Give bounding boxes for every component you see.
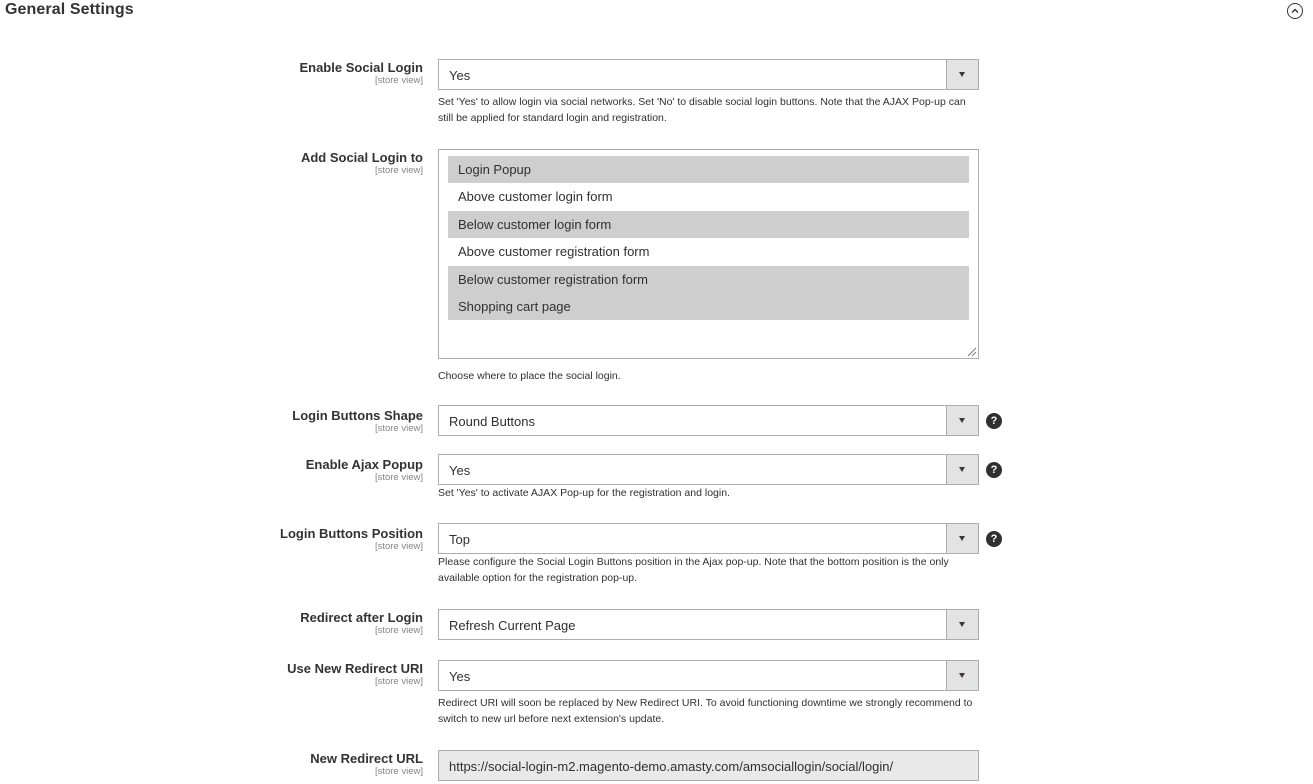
select-value: Round Buttons [449,414,536,429]
login-buttons-shape-scope: [store view] [374,423,423,434]
redirect-after-login-label: Redirect after Login [300,610,423,625]
enable-social-login-select[interactable] [438,59,979,90]
new-redirect-url-input[interactable] [438,750,979,781]
login-buttons-position-scope: [store view] [374,541,423,552]
enable-social-login-label: Enable Social Login [299,60,423,75]
enable-ajax-popup-scope: [store view] [374,472,423,483]
dropdown-arrow-icon [946,610,978,639]
option-shopping-cart-page[interactable]: Shopping cart page [448,293,969,320]
select-value: Refresh Current Page [449,618,576,633]
enable-ajax-popup-label: Enable Ajax Popup [305,457,423,472]
add-social-login-to-label: Add Social Login to [300,150,423,165]
new-redirect-url-scope: [store view] [374,766,423,777]
option-login-popup[interactable]: Login Popup [448,156,969,183]
resize-handle-icon[interactable] [967,347,977,357]
select-value: Yes [449,68,471,83]
use-new-redirect-uri-label: Use New Redirect URI [287,661,423,676]
add-social-login-to-scope: [store view] [374,165,423,176]
chevron-up-circle-icon[interactable] [1287,3,1303,19]
select-value: Top [449,532,470,547]
help-icon[interactable]: ? [986,462,1002,478]
use-new-redirect-uri-select[interactable] [438,660,979,691]
enable-social-login-scope: [store view] [374,75,423,86]
enable-ajax-popup-note: Set 'Yes' to activate AJAX Pop-up for the registration and login. [438,487,730,499]
help-icon[interactable]: ? [986,531,1002,547]
help-icon[interactable]: ? [986,413,1002,429]
dropdown-arrow-icon [946,455,978,484]
redirect-after-login-select[interactable] [438,609,979,640]
login-buttons-shape-label: Login Buttons Shape [292,408,423,423]
login-buttons-position-select[interactable] [438,523,979,554]
dropdown-arrow-icon [946,524,978,553]
enable-social-login-note: Set 'Yes' to allow login via social networks. Set 'No' to disable social login buttons. Note that the AJAX Pop-up can still be applied for standard login and registration. [438,96,966,124]
option-below-customer-registration-form[interactable]: Below customer registration form [448,266,969,293]
use-new-redirect-uri-scope: [store view] [374,676,423,687]
select-value: Yes [449,669,471,684]
dropdown-arrow-icon [946,406,978,435]
select-value: Yes [449,463,471,478]
option-below-customer-login-form[interactable]: Below customer login form [448,211,969,238]
new-redirect-url-label: New Redirect URL [310,751,423,766]
option-above-customer-login-form[interactable]: Above customer login form [458,189,613,205]
section-title: General Settings [5,1,134,18]
login-buttons-position-label: Login Buttons Position [280,526,423,541]
option-above-customer-registration-form[interactable]: Above customer registration form [458,244,650,260]
add-social-login-to-multiselect[interactable] [438,149,979,359]
dropdown-arrow-icon [946,60,978,89]
login-buttons-position-note: Please configure the Social Login Buttons position in the Ajax pop-up. Note that the bottom position is the only available option for the registration pop-up. [438,556,949,584]
use-new-redirect-uri-note: Redirect URI will soon be replaced by New Redirect URI. To avoid functioning downtime we strongly recommend to switch to new url before next extension's update. [438,697,973,725]
add-social-login-to-note: Choose where to place the social login. [438,370,621,382]
input-value: https://social-login-m2.magento-demo.amasty.com/amsociallogin/social/login/ [449,759,894,774]
dropdown-arrow-icon [946,661,978,690]
enable-ajax-popup-select[interactable] [438,454,979,485]
redirect-after-login-scope: [store view] [374,625,423,636]
login-buttons-shape-select[interactable] [438,405,979,436]
